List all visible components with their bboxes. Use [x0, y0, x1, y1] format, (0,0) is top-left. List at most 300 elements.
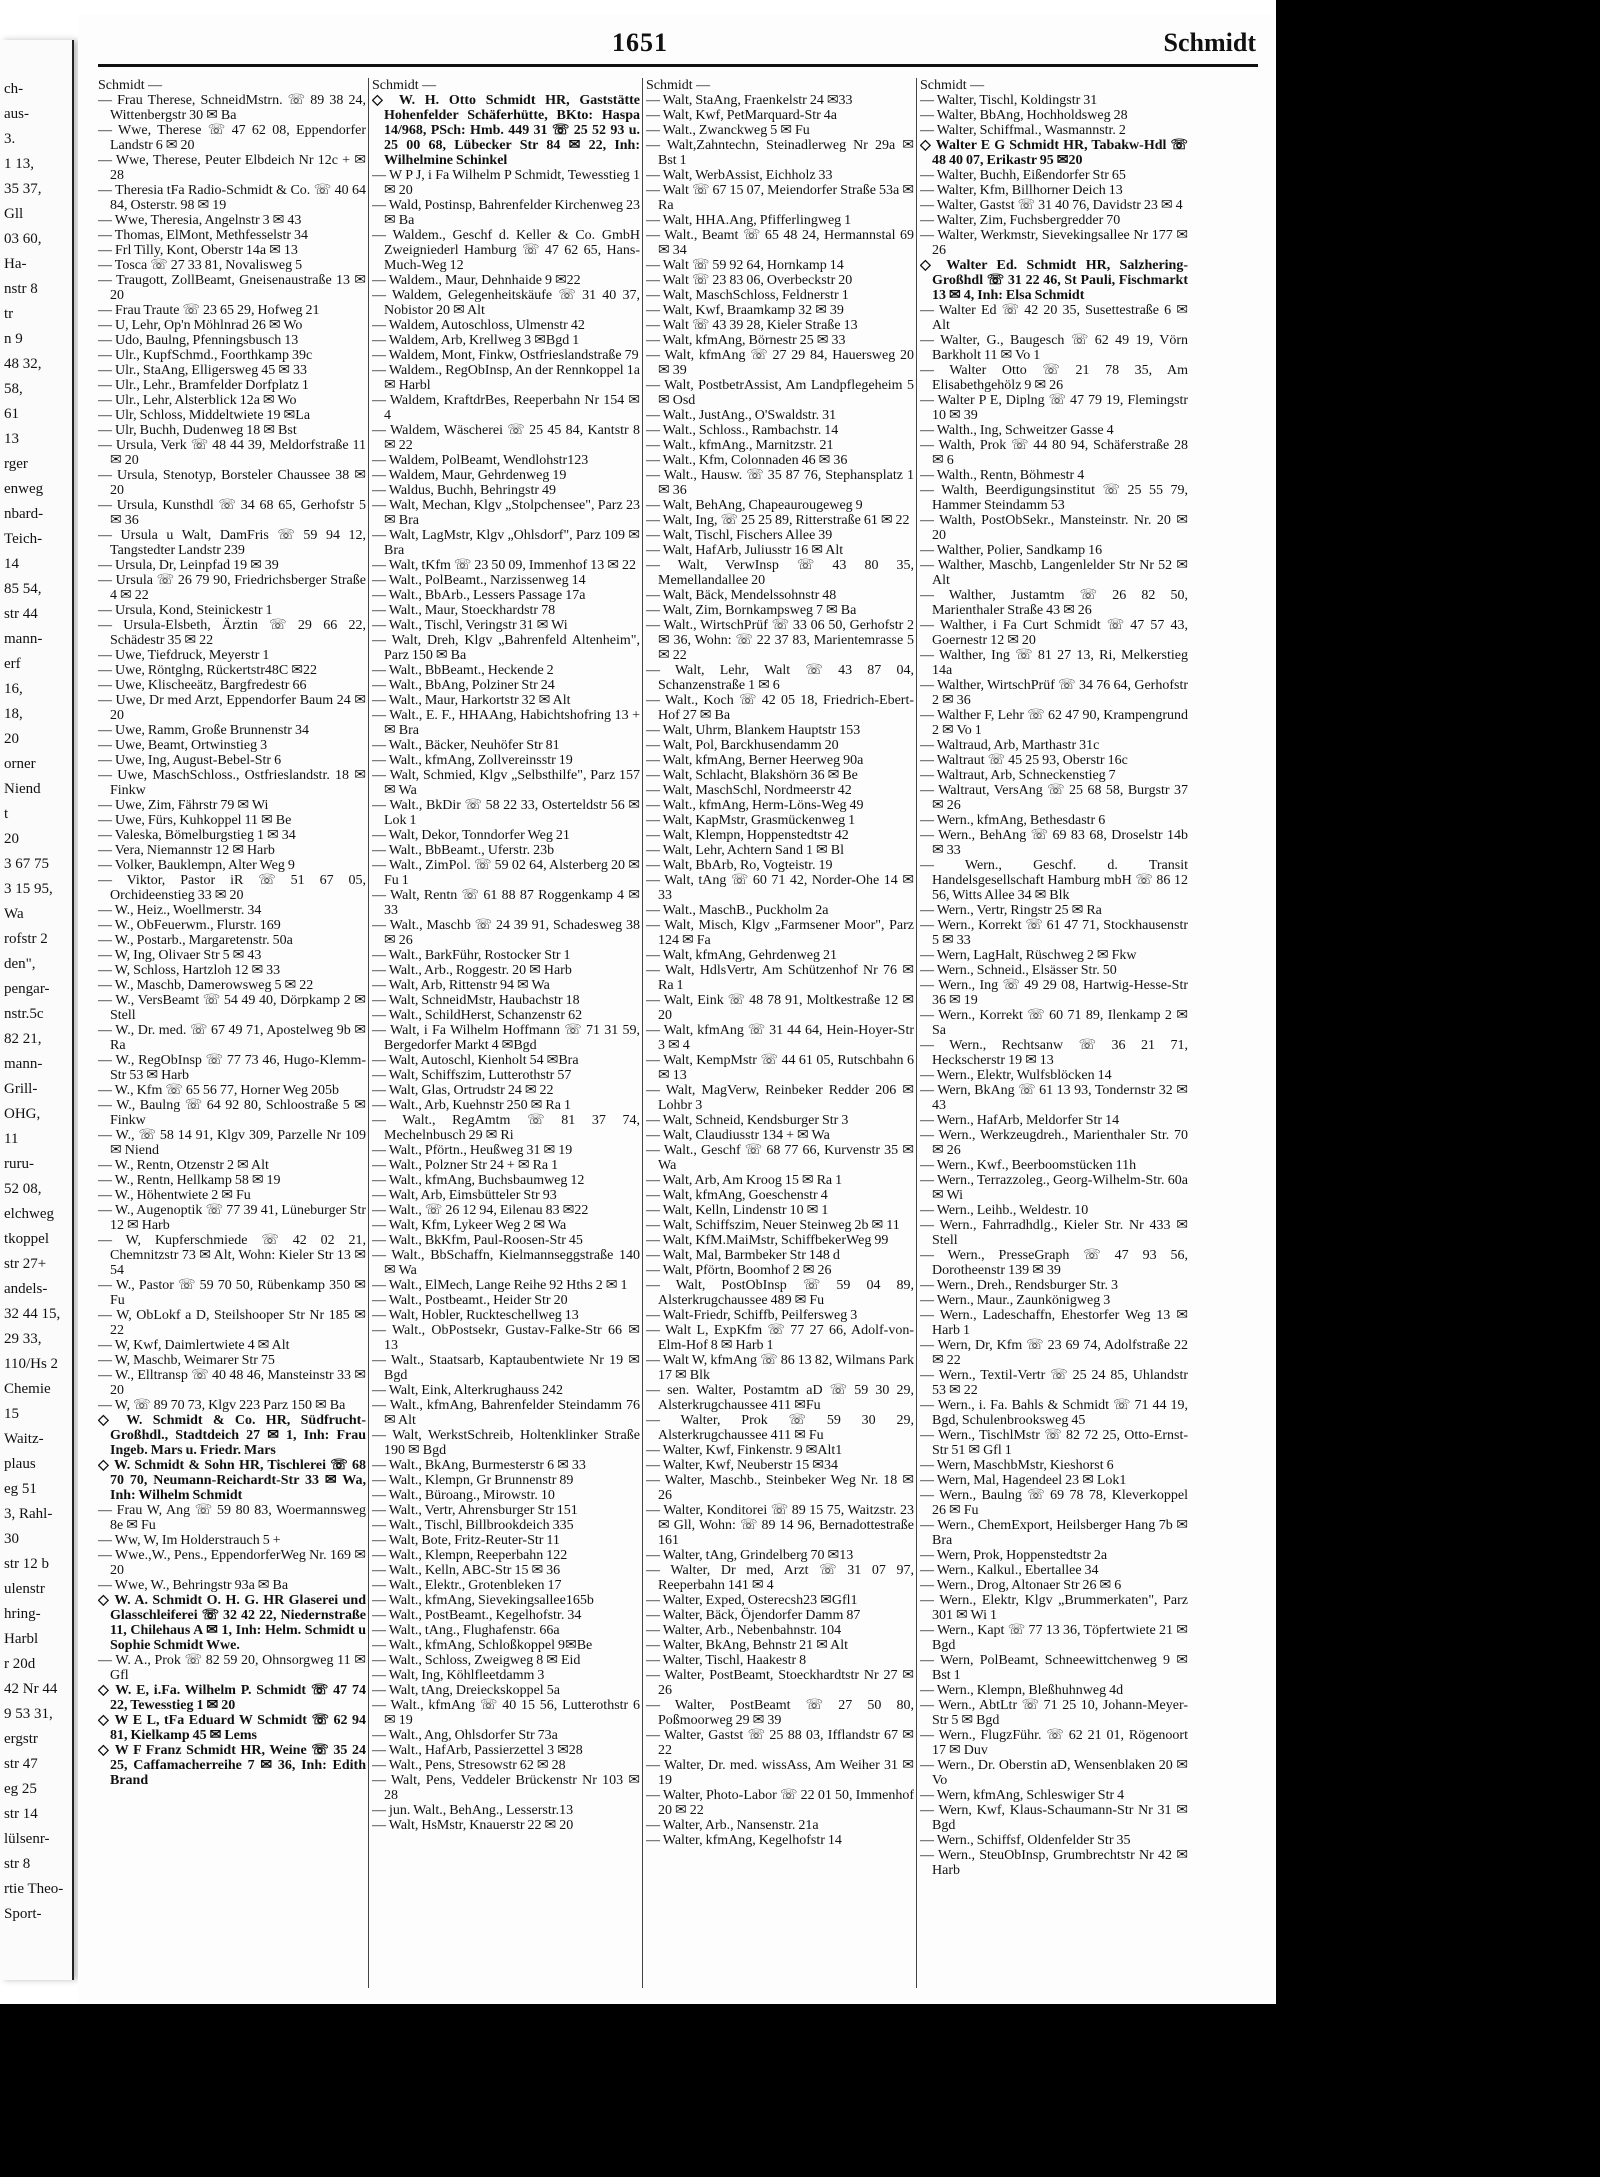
directory-entry: — Walt, Misch, Klgv „Farmsener Moor", Parz 124 ✉ Fa — [646, 918, 914, 948]
directory-entry: — Walth., Ing, Schweitzer Gasse 4 — [920, 423, 1114, 438]
directory-entry: — Walther, Ing ☏ 81 27 13, Ri, Melkerstieg 14a — [920, 648, 1188, 678]
margin-fragment: Wa — [4, 906, 24, 922]
directory-entry: — Walt., Geschf ☏ 68 77 66, Kurvenstr 35 ✉ Wa — [646, 1143, 914, 1173]
margin-fragment: str 8 — [4, 1856, 31, 1872]
directory-entry: — Walt., Kfm, Colonnaden 46 ✉ 36 — [646, 453, 848, 468]
page-header — [78, 24, 1274, 64]
directory-entry: — Wern., Ladeschaffn, Ehestorfer Weg 13 ✉ Harb 1 — [920, 1308, 1188, 1338]
margin-fragment: Harbl — [4, 1631, 39, 1647]
margin-fragment: 15 — [4, 1406, 19, 1422]
directory-entry: — Walter, Kwf, Neuberstr 15 ✉34 — [646, 1458, 838, 1473]
directory-entry: — Ulr., Lehr, Alsterblick 12a ✉ Wo — [98, 393, 297, 408]
directory-entry: — Walt., Maur, Harkortstr 32 ✉ Alt — [372, 693, 571, 708]
margin-fragment: pengar- — [4, 981, 50, 997]
directory-entry: — Waldem, KraftdrBes, Reeperbahn Nr 154 ✉ 4 — [372, 393, 640, 423]
directory-entry: — Walt, Eink, Alterkrughauss 242 — [372, 1383, 564, 1398]
directory-entry: — W., Höhentwiete 2 ✉ Fu — [98, 1188, 251, 1203]
directory-entry: — Wern., HafArb, Meldorfer Str 14 — [920, 1113, 1120, 1128]
directory-entry: — Wern, LagHalt, Rüschweg 2 ✉ Fkw — [920, 948, 1137, 963]
directory-entry: — Walt., kfmAng, Schloßkoppel 9✉Be — [372, 1638, 593, 1653]
directory-entry: — Walter, Konditorei ☏ 89 15 75, Waitzstr. 23 ✉ Gll, Wohn: ☏ 89 14 96, Bernadottestraße 161 — [646, 1503, 914, 1548]
margin-fragment: 48 32, — [4, 356, 42, 372]
directory-entry: ◇ W. A. Schmidt O. H. G. HR Glaserei und Glasschleiferei ☏ 32 42 22, Niedernstraße 11, Chilehaus A ✉ 1, Inh: Helm. Schmidt u Sophie Schmidt Wwe. — [98, 1593, 366, 1653]
directory-entry: — Walt., ☏ 26 12 94, Eilenau 83 ✉22 — [372, 1203, 589, 1218]
directory-entry: — W. A., Prok ☏ 82 59 20, Ohnsorgweg 11 ✉ Gfl — [98, 1653, 366, 1683]
directory-entry: — Walt, Schlacht, Blakshörn 36 ✉ Be — [646, 768, 858, 783]
directory-entry: — Walt, KapMstr, Grasmückenweg 1 — [646, 813, 856, 828]
column-divider — [642, 78, 643, 1988]
margin-fragment: Grill- — [4, 1081, 38, 1097]
directory-entry: — Walter, kfmAng, Kegelhofstr 14 — [646, 1833, 842, 1848]
directory-entry: — Wern., Werkzeugdreh., Marienthaler Str. 70 ✉ 26 — [920, 1128, 1188, 1158]
directory-entry: — Frau Traute ☏ 23 65 29, Hofweg 21 — [98, 303, 320, 318]
directory-entry: — Walt, Ing, ☏ 25 25 89, Ritterstraße 61 ✉ 22 — [646, 513, 910, 528]
directory-entry: — Walt, kfmAng, Berner Heerweg 90a — [646, 753, 864, 768]
margin-fragment: nstr 8 — [4, 281, 38, 297]
directory-entry: — Walt., Kelln, ABC-Str 15 ✉ 36 — [372, 1563, 561, 1578]
directory-entry: — Wern., FlugzFühr. ☏ 62 21 01, Rögenoort 17 ✉ Duv — [920, 1728, 1188, 1758]
directory-entry: — W, Kupferschmiede ☏ 42 02 21, Chemnitzstr 73 ✉ Alt, Wohn: Kieler Str 13 ✉ 54 — [98, 1233, 366, 1278]
margin-fragment: 3. — [4, 131, 16, 147]
margin-fragment: 32 44 15, — [4, 1306, 61, 1322]
directory-entry: — Walt ☏ 67 15 07, Meiendorfer Straße 53a ✉ Ra — [646, 183, 914, 213]
directory-entry: — Uwe, Fürs, Kuhkoppel 11 ✉ Be — [98, 813, 292, 828]
directory-entry: — Wwe, Theresia, Angelnstr 3 ✉ 43 — [98, 213, 302, 228]
margin-fragment: str 14 — [4, 1806, 38, 1822]
directory-entry: — Walth, Beerdigungsinstitut ☏ 25 55 79, Hammer Steindamm 53 — [920, 483, 1188, 513]
directory-entry: — Ulr., KupfSchmd., Foorthkamp 39c — [98, 348, 313, 363]
margin-fragment: nstr.5c — [4, 1006, 44, 1022]
directory-entry: — Walt, Schneid, Kendsburger Str 3 — [646, 1113, 849, 1128]
directory-entry: — Walt., kfmAng, Sievekingsallee165b — [372, 1593, 594, 1608]
column-divider — [368, 78, 369, 1988]
directory-entry: — Walt., Elektr., Grotenbleken 17 — [372, 1578, 562, 1593]
directory-entry: — Walt, Mechan, Klgv „Stolpchensee", Parz 23 ✉ Bra — [372, 498, 640, 528]
directory-entry: — Walt., Schloss., Rambachstr. 14 — [646, 423, 839, 438]
margin-fragment: 20 — [4, 831, 19, 847]
directory-entry: — Walt, HsMstr, Knauerstr 22 ✉ 20 — [372, 1818, 574, 1833]
page-number: 1651 — [612, 28, 668, 57]
directory-entry: — Walt, Klempn, Hoppenstedtstr 42 — [646, 828, 849, 843]
directory-entry: — Waldem, Gelegenheitskäufe ☏ 31 40 37, Nobistor 20 ✉ Alt — [372, 288, 640, 318]
directory-entry: — Walt., Klempn, Gr Brunnenstr 89 — [372, 1473, 574, 1488]
directory-entry: ◇ W F Franz Schmidt HR, Weine ☏ 35 24 25, Caffamacherreihe 7 ✉ 36, Inh: Edith Brand — [98, 1743, 366, 1788]
margin-fragment: eg 51 — [4, 1481, 37, 1497]
directory-entry: — Walter, Photo-Labor ☏ 22 01 50, Immenhof 20 ✉ 22 — [646, 1788, 914, 1818]
directory-entry: — Walt., Maschb ☏ 24 39 91, Schadesweg 38 ✉ 26 — [372, 918, 640, 948]
directory-entry: — Walt., Staatsarb, Kaptaubentwiete Nr 19 ✉ Bgd — [372, 1353, 640, 1383]
directory-entry: — Wern., Elektr, Klgv „Brummerkaten", Parz 301 ✉ Wi 1 — [920, 1593, 1188, 1623]
directory-entry: — Tosca ☏ 27 33 81, Novalisweg 5 — [98, 258, 303, 273]
directory-entry: — Walt L, ExpKfm ☏ 77 27 66, Adolf-von-Elm-Hof 8 ✉ Harb 1 — [646, 1323, 914, 1353]
entry-list — [372, 93, 640, 1833]
directory-entry: — sen. Walter, Postamtm aD ☏ 59 30 29, Alsterkrugchaussee 411 ✉Fu — [646, 1383, 914, 1413]
directory-entry: — Walt., Vertr, Ahrensburger Str 151 — [372, 1503, 578, 1518]
margin-fragment: 14 — [4, 556, 19, 572]
directory-entry: — Walt., BkDir ☏ 58 22 33, Osterteldstr 56 ✉ Lok 1 — [372, 798, 640, 828]
column-heading: Schmidt — — [646, 78, 711, 93]
directory-entry: — Ursula, Dr, Leinpfad 19 ✉ 39 — [98, 558, 279, 573]
directory-entry: — W., RegObInsp ☏ 77 73 46, Hugo-Klemm-Str 53 ✉ Harb — [98, 1053, 366, 1083]
directory-entry: — Walt., E. F., HHAAng, Habichtshofring 13 + ✉ Bra — [372, 708, 640, 738]
directory-entry: — Walther, Polier, Sandkamp 16 — [920, 543, 1103, 558]
directory-entry: — Walter, Kwf, Finkenstr. 9 ✉Alt1 — [646, 1443, 843, 1458]
directory-entry: — Walt, Mal, Barmbeker Str 148 d — [646, 1248, 840, 1263]
directory-entry: — Walth., Rentn, Böhmestr 4 — [920, 468, 1085, 483]
directory-entry: — Walt, WerbAssist, Eichholz 33 — [646, 168, 833, 183]
margin-fragment: ulenstr — [4, 1581, 45, 1597]
directory-entry: — Walt, Autoschl, Kienholt 54 ✉Bra — [372, 1053, 579, 1068]
directory-entry: — Ursula, Verk ☏ 48 44 39, Meldorfstraße 11 ✉ 20 — [98, 438, 366, 468]
directory-entry: — Wern., kfmAng, Bethesdastr 6 — [920, 813, 1106, 828]
margin-fragment: tr — [4, 306, 14, 322]
directory-entry: — Walt, kfmAng ☏ 31 44 64, Hein-Hoyer-Str 3 ✉ 4 — [646, 1023, 914, 1053]
directory-entry: — Walt., Pens, Stresowstr 62 ✉ 28 — [372, 1758, 566, 1773]
directory-entry: ◇ W. Schmidt & Sohn HR, Tischlerei ☏ 68 70 70, Neumann-Reichardt-Str 33 ✉ Wa, Inh: Wilhelm Schmidt — [98, 1458, 366, 1503]
margin-fragment: rofstr 2 — [4, 931, 48, 947]
directory-entry: — Walth, PostObSekr., Mansteinstr. Nr. 20 ✉ 20 — [920, 513, 1188, 543]
directory-entry: — Walt, Kelln, Lindenstr 10 ✉ 1 — [646, 1203, 829, 1218]
directory-entry: — Walt., kfmAng, Buchsbaumweg 12 — [372, 1173, 585, 1188]
directory-entry: — Walt, Zim, Bornkampsweg 7 ✉ Ba — [646, 603, 857, 618]
directory-entry: — Ww, W, Im Holderstrauch 5 + — [98, 1533, 281, 1548]
margin-fragment: 1 13, — [4, 156, 34, 172]
directory-entry: — W, Schloss, Hartzloh 12 ✉ 33 — [98, 963, 281, 978]
directory-entry: — Walt, Kwf, Braamkamp 32 ✉ 39 — [646, 303, 844, 318]
directory-entry: — Walter, Maschb., Steinbeker Weg Nr. 18 ✉ 26 — [646, 1473, 914, 1503]
directory-entry: — Wern., TischlMstr ☏ 82 72 25, Otto-Ernst-Str 51 ✉ Gfl 1 — [920, 1428, 1188, 1458]
directory-entry: — Traugott, ZollBeamt, Gneisenaustraße 13 ✉ 20 — [98, 273, 366, 303]
directory-entry: — Walt., Bäcker, Neuhöfer Str 81 — [372, 738, 560, 753]
directory-entry: — Walter, BkAng, Behnstr 21 ✉ Alt — [646, 1638, 848, 1653]
directory-entry: — Walter, Buchh, Eißendorfer Str 65 — [920, 168, 1126, 183]
margin-fragment: str 47 — [4, 1756, 38, 1772]
directory-entry: — Walt, Pförtn, Boomhof 2 ✉ 26 — [646, 1263, 832, 1278]
directory-entry: — Wern, Mal, Hagendeel 23 ✉ Lok1 — [920, 1473, 1127, 1488]
directory-entry: — Walter, Arb., Nansenstr. 21a — [646, 1818, 819, 1833]
directory-entry: — Walt, PostbetrAssist, Am Landpflegeheim 5 ✉ Osd — [646, 378, 914, 408]
directory-entry: — Walt, Glas, Ortrudstr 24 ✉ 22 — [372, 1083, 554, 1098]
directory-entry: — Wern., Leihb., Weldestr. 10 — [920, 1203, 1089, 1218]
directory-entry: — Walt., kfmAng, Herm-Löns-Weg 49 — [646, 798, 864, 813]
directory-entry: — W., Rentn, Otzenstr 2 ✉ Alt — [98, 1158, 269, 1173]
directory-entry: — Walt, Ing, Köhlfleetdamm 3 — [372, 1668, 545, 1683]
directory-entry: — Uwe, Ing, August-Bebel-Str 6 — [98, 753, 282, 768]
directory-entry: — Uwe, Zim, Fährstr 79 ✉ Wi — [98, 798, 269, 813]
header-rule — [98, 64, 1258, 67]
margin-fragment: lülsenr- — [4, 1831, 50, 1847]
directory-entry: — W., Maschb, Damerowsweg 5 ✉ 22 — [98, 978, 314, 993]
directory-entry: — Walt, PostObInsp ☏ 59 04 89, Alsterkrugchaussee 489 ✉ Fu — [646, 1278, 914, 1308]
directory-entry: ◇ Walter Ed. Schmidt HR, Salzhering-Großhdl ☏ 31 22 46, St Pauli, Fischmarkt 13 ✉ 4, Inh: Elsa Schmidt — [920, 258, 1188, 303]
directory-entry: — Walt., kfmAng, Bahrenfelder Steindamm 76 ✉ Alt — [372, 1398, 640, 1428]
directory-entry: — Walter, BbAng, Hochholdsweg 28 — [920, 108, 1128, 123]
directory-entry: — W., Heiz., Woellmerstr. 34 — [98, 903, 262, 918]
column-3 — [646, 78, 914, 1998]
directory-entry: — Walt., ObPostsekr, Gustav-Falke-Str 66 ✉ 13 — [372, 1323, 640, 1353]
margin-fragment: 61 — [4, 406, 19, 422]
directory-entry: — Walter P E, Diplng ☏ 47 79 19, Flemingstr 10 ✉ 39 — [920, 393, 1188, 423]
margin-fragment: 110/Hs 2 — [4, 1356, 59, 1372]
margin-fragment: 52 08, — [4, 1181, 42, 1197]
directory-entry: — Walther F, Lehr ☏ 62 47 90, Krampengrund 2 ✉ Vo 1 — [920, 708, 1188, 738]
directory-entry: — Volker, Bauklempn, Alter Weg 9 — [98, 858, 295, 873]
directory-entry: — W, Ing, Olivaer Str 5 ✉ 43 — [98, 948, 262, 963]
directory-entry: — Walt, kfmAng, Börnestr 25 ✉ 33 — [646, 333, 846, 348]
margin-fragment: 18, — [4, 706, 23, 722]
directory-entry: — Wern., Klempn, Bleßhuhnweg 4d — [920, 1683, 1124, 1698]
margin-fragment: ruru- — [4, 1156, 34, 1172]
margin-fragment: 85 54, — [4, 581, 42, 597]
directory-entry: — Walther, i Fa Curt Schmidt ☏ 47 57 43, Goernestr 12 ✉ 20 — [920, 618, 1188, 648]
directory-entry: — Walt., BbBeamt., Uferstr. 23b — [372, 843, 555, 858]
directory-entry: — Walter, G., Baugesch ☏ 62 49 19, Vörn Barkholt 11 ✉ Vo 1 — [920, 333, 1188, 363]
directory-entry: — Walt, tAng, Dreieckskoppel 5a — [372, 1683, 560, 1698]
directory-entry: — Wern., Terrazzoleg., Georg-Wilhelm-Str. 60a ✉ Wi — [920, 1173, 1188, 1203]
margin-fragment: 20 — [4, 731, 19, 747]
directory-entry: — Walt, Schiffszim, Neuer Steinweg 2b ✉ 11 — [646, 1218, 900, 1233]
directory-entry: — Walt, Kfm, Lykeer Weg 2 ✉ Wa — [372, 1218, 567, 1233]
directory-entry: — Waldem., Geschf d. Keller & Co. GmbH Zweigniederl Hamburg ☏ 47 62 65, Hans-Much-Weg 12 — [372, 228, 640, 273]
directory-entry: — Walt, Arb, Rittenstr 94 ✉ Wa — [372, 978, 550, 993]
directory-entry: — Walt, Dreh, Klgv „Bahrenfeld Altenheim", Parz 150 ✉ Ba — [372, 633, 640, 663]
directory-entry: — W., ObFeuerwm., Flurstr. 169 — [98, 918, 281, 933]
directory-entry: — Walt., ZimPol. ☏ 59 02 64, Alsterberg 20 ✉ Fu 1 — [372, 858, 640, 888]
directory-entry: — Ulr, Buchh, Dudenweg 18 ✉ Bst — [98, 423, 297, 438]
directory-entry: — Walt, BbArb, Ro, Vogteistr. 19 — [646, 858, 833, 873]
directory-entry: — Waldem, Autoschloss, Ulmenstr 42 — [372, 318, 585, 333]
directory-entry: — W., VersBeamt ☏ 54 49 40, Dörpkamp 2 ✉ Stell — [98, 993, 366, 1023]
directory-entry: — U, Lehr, Op'n Möhlnrad 26 ✉ Wo — [98, 318, 303, 333]
directory-entry: — Walter, Prok ☏ 59 30 29, Alsterkrugchaussee 411 ✉ Fu — [646, 1413, 914, 1443]
margin-fragment: Niend — [4, 781, 41, 797]
margin-fragment: 3 15 95, — [4, 881, 53, 897]
directory-entry: — Walt, Pens, Veddeler Brückenstr Nr 103 ✉ 28 — [372, 1773, 640, 1803]
directory-entry: — Wern., SteuObInsp, Grumbrechtstr Nr 42 ✉ Harb — [920, 1848, 1188, 1878]
column-heading: Schmidt — — [372, 78, 437, 93]
margin-fragment: 35 37, — [4, 181, 42, 197]
directory-entry: — Wern., Kapt ☏ 77 13 36, Töpfertwiete 21 ✉ Bgd — [920, 1623, 1188, 1653]
directory-entry: — Wern., Elektr, Wulfsblöcken 14 — [920, 1068, 1112, 1083]
directory-entry: — Wern., Geschf. d. Transit Handelsgesellschaft Hamburg mbH ☏ 86 12 56, Witts Allee 34 ✉ Blk — [920, 858, 1188, 903]
directory-entry: — Walt., BkKfm, Paul-Roosen-Str 45 — [372, 1233, 583, 1248]
directory-entry: — Walt, KempMstr ☏ 44 61 05, Rutschbahn 6 ✉ 13 — [646, 1053, 914, 1083]
margin-fragment: tkoppel — [4, 1231, 49, 1247]
directory-entry: — Walt, KfM.MaiMstr, SchiffbekerWeg 99 — [646, 1233, 889, 1248]
directory-entry: — Walt., Maur, Stoeckhardstr 78 — [372, 603, 556, 618]
directory-entry: — Wern., Kalkul., Ebertallee 34 — [920, 1563, 1099, 1578]
directory-entry: — Waldem., RegObInsp, An der Rennkoppel 1a ✉ Harbl — [372, 363, 640, 393]
directory-entry: — Walt, MagVerw, Reinbeker Redder 206 ✉ Lohbr 3 — [646, 1083, 914, 1113]
directory-entry: — Uwe, Dr med Arzt, Eppendorfer Baum 24 ✉ 20 — [98, 693, 366, 723]
directory-entry: — Walt-Friedr, Schiffb, Peilfersweg 3 — [646, 1308, 858, 1323]
scan-background-bottom — [0, 2004, 1276, 2177]
directory-entry: — Walter, Exped, Osterecsh23 ✉Gfl1 — [646, 1593, 858, 1608]
directory-entry: — Wern, BkAng ☏ 61 13 93, Tondernstr 32 ✉ 43 — [920, 1083, 1188, 1113]
directory-entry: — Walter, PostBeamt ☏ 27 50 80, Poßmoorweg 29 ✉ 39 — [646, 1698, 914, 1728]
directory-entry: — Wern, kfmAng, Schleswiger Str 4 — [920, 1788, 1125, 1803]
directory-entry: — Wern, Dr, Kfm ☏ 23 69 74, Adolfstraße 22 ✉ 22 — [920, 1338, 1188, 1368]
directory-entry: — Udo, Baulng, Pfenningsbusch 13 — [98, 333, 299, 348]
directory-entry: — Walt ☏ 23 83 06, Overbeckstr 20 — [646, 273, 853, 288]
directory-entry: — Walter, tAng, Grindelberg 70 ✉13 — [646, 1548, 854, 1563]
margin-fragment: elchweg — [4, 1206, 54, 1222]
directory-entry: — Walt, HdlsVertr, Am Schützenhof Nr 76 ✉ Ra 1 — [646, 963, 914, 993]
directory-entry: — Walther, WirtschPrüf ☏ 34 76 64, Gerhofstr 2 ✉ 36 — [920, 678, 1188, 708]
directory-entry: — Walt., Schloss, Zweigweg 8 ✉ Eid — [372, 1653, 581, 1668]
directory-entry: — Walt., Koch ☏ 42 05 18, Friedrich-Ebert-Hof 27 ✉ Ba — [646, 693, 914, 723]
margin-fragment: enweg — [4, 481, 44, 497]
column-heading: Schmidt — — [920, 78, 985, 93]
margin-fragment: 03 60, — [4, 231, 42, 247]
margin-fragment: 42 Nr 44 — [4, 1681, 58, 1697]
directory-entry: — Walt., Pförtn., Heußweg 31 ✉ 19 — [372, 1143, 573, 1158]
margin-fragment: orner — [4, 756, 36, 772]
directory-entry: — Walt., BbBeamt., Heckende 2 — [372, 663, 554, 678]
directory-entry: — Frl Tilly, Kont, Oberstr 14a ✉ 13 — [98, 243, 298, 258]
directory-entry: — Walter, Dr. med. wissAss, Am Weiher 31 ✉ 19 — [646, 1758, 914, 1788]
directory-entry: — Waldem, Maur, Gehrdenweg 19 — [372, 468, 567, 483]
directory-entry: — Walt., Tischl, Veringstr 31 ✉ Wi — [372, 618, 568, 633]
directory-entry: — Walter, Gastst ☏ 31 40 76, Davidstr 23 ✉ 4 — [920, 198, 1183, 213]
directory-entry: — Walther, Maschb, Langenlelder Str Nr 52 ✉ Alt — [920, 558, 1188, 588]
margin-fragment: t — [4, 806, 9, 822]
directory-entry: — Waldem, PolBeamt, Wendlohstr123 — [372, 453, 589, 468]
directory-entry: — Waltraut, VersAng ☏ 25 68 58, Burgstr 37 ✉ 26 — [920, 783, 1188, 813]
directory-entry: — Uwe, Tiefdruck, Meyerstr 1 — [98, 648, 270, 663]
directory-entry: — Waldem, Mont, Finkw, Ostfrieslandstraße 79 — [372, 348, 639, 363]
directory-entry: — Walt, Arb, Am Kroog 15 ✉ Ra 1 — [646, 1173, 843, 1188]
directory-entry: — Walt., BbArb., Lessers Passage 17a — [372, 588, 586, 603]
directory-entry: — Waltraud, Arb, Marthastr 31c — [920, 738, 1100, 753]
directory-entry: — Wald, Postinsp, Bahrenfelder Kirchenweg 23 ✉ Ba — [372, 198, 640, 228]
directory-entry: — Walter, Schiffmal., Wasmannstr. 2 — [920, 123, 1126, 138]
adjacent-page-margin — [0, 40, 74, 1980]
directory-entry: — Ursula-Elsbeth, Ärztin ☏ 29 66 22, Schädestr 35 ✉ 22 — [98, 618, 366, 648]
directory-entry: — Walt ☏ 43 39 28, Kieler Straße 13 — [646, 318, 858, 333]
margin-fragment: 16, — [4, 681, 23, 697]
directory-entry: — Waldem., Maur, Dehnhaide 9 ✉22 — [372, 273, 581, 288]
margin-fragment: 3, Rahl- — [4, 1506, 53, 1522]
margin-fragment: 11 — [4, 1131, 19, 1147]
margin-fragment: r 20d — [4, 1656, 36, 1672]
directory-entry: — Wern., ChemExport, Heilsberger Hang 7b ✉ Bra — [920, 1518, 1188, 1548]
directory-entry: — Walt., Arb, Kuehnstr 250 ✉ Ra 1 — [372, 1098, 571, 1113]
directory-entry: — jun. Walt., BehAng., Lesserstr.13 — [372, 1803, 574, 1818]
directory-entry: — Ursula, Stenotyp, Borsteler Chaussee 38 ✉ 20 — [98, 468, 366, 498]
directory-entry: — W., ☏ 58 14 91, Klgv 309, Parzelle Nr 109 ✉ Niend — [98, 1128, 366, 1158]
margin-fragment: aus- — [4, 106, 29, 122]
directory-entry: — Walt., kfmAng ☏ 40 15 56, Lutterothstr 6 ✉ 19 — [372, 1698, 640, 1728]
directory-entry: — Walt, BehAng, Chapeaurougeweg 9 — [646, 498, 863, 513]
margin-fragment: str 44 — [4, 606, 38, 622]
directory-entry: — W, Kwf, Daimlertwiete 4 ✉ Alt — [98, 1338, 290, 1353]
directory-entry: — Wern., Baulng ☏ 69 78 78, Kleverkoppel 26 ✉ Fu — [920, 1488, 1188, 1518]
margin-fragment: andels- — [4, 1281, 48, 1297]
directory-entry: — Walt., Polzner Str 24 + ✉ Ra 1 — [372, 1158, 559, 1173]
column-4 — [920, 78, 1188, 1998]
margin-fragment: ch- — [4, 81, 24, 97]
directory-entry: — Walter, Kfm, Billhorner Deich 13 — [920, 183, 1123, 198]
directory-entry: ◇ W. H. Otto Schmidt HR, Gaststätte Hohenfelder Schäferhütte, BKto: Haspa 14/968, PSch: Hmb. 449 31 ☏ 25 52 93 u. 25 00 68, Lübecker Str 84 ✉ 22, Inh: Wilhelmine Schinkel — [372, 93, 640, 168]
entry-list — [646, 93, 914, 1848]
directory-entry: — Walt, Eink ☏ 48 78 91, Moltkestraße 12 ✉ 20 — [646, 993, 914, 1023]
directory-entry: — Waldem, Arb, Krellweg 3 ✉Bgd 1 — [372, 333, 580, 348]
directory-entry: — Ursula ☏ 26 79 90, Friedrichsberger Straße 4 ✉ 22 — [98, 573, 366, 603]
directory-entry: — Walt., Beamt ☏ 65 48 24, Hermannstal 69 ✉ 34 — [646, 228, 914, 258]
directory-entry: — Walter, Werkmstr, Sievekingsallee Nr 177 ✉ 26 — [920, 228, 1188, 258]
directory-entry: — Viktor, Pastor iR ☏ 51 67 05, Orchideenstieg 33 ✉ 20 — [98, 873, 366, 903]
column-divider — [916, 78, 917, 1988]
directory-entry: — Walt, Pol, Barckhusendamm 20 — [646, 738, 839, 753]
directory-entry: — Walt., Tischl, Billbrookdeich 335 — [372, 1518, 574, 1533]
directory-entry: — Walt, StaAng, Fraenkelstr 24 ✉33 — [646, 93, 853, 108]
directory-entry: — Wwe, Therese, Peuter Elbdeich Nr 12c + ✉ 28 — [98, 153, 366, 183]
directory-entry: — Uwe, Beamt, Ortwinstieg 3 — [98, 738, 268, 753]
directory-entry: — Wern., BehAng ☏ 69 83 68, Droselstr 14b ✉ 33 — [920, 828, 1188, 858]
directory-entry: — Walter, Tischl, Haakestr 8 — [646, 1653, 807, 1668]
column-1 — [98, 78, 366, 1998]
directory-entry: — Wern., Korrekt ☏ 60 71 89, Ilenkamp 2 ✉ Sa — [920, 1008, 1188, 1038]
directory-entry: — Walter, Zim, Fuchsbergredder 70 — [920, 213, 1121, 228]
directory-entry: — Frau W, Ang ☏ 59 80 83, Woermannsweg 8e ✉ Fu — [98, 1503, 366, 1533]
directory-entry: — Walt, i Fa Wilhelm Hoffmann ☏ 71 31 59, Bergedorfer Markt 4 ✉Bgd — [372, 1023, 640, 1053]
directory-entry: — Walt, HafArb, Juliusstr 16 ✉ Alt — [646, 543, 844, 558]
directory-entry: — Walt, Tischl, Fischers Allee 39 — [646, 528, 833, 543]
directory-entry: — Wern., Schiffsf, Oldenfelder Str 35 — [920, 1833, 1131, 1848]
directory-entry: — W., Dr. med. ☏ 67 49 71, Apostelweg 9b ✉ Ra — [98, 1023, 366, 1053]
margin-fragment: 13 — [4, 431, 19, 447]
directory-entry: — Wern., Dr. Oberstin aD, Wensenblaken 20 ✉ Vo — [920, 1758, 1188, 1788]
directory-entry: — Walt., Ang, Ohlsdorfer Str 73a — [372, 1728, 558, 1743]
directory-entry: — Walt,Zahntechn, Steinadlerweg Nr 29a ✉ Bst 1 — [646, 138, 914, 168]
running-head: Schmidt — [1163, 28, 1256, 57]
directory-entry: — Walt, WerkstSchreib, Holtenklinker Straße 190 ✉ Bgd — [372, 1428, 640, 1458]
directory-entry: — Walt, Rentn ☏ 61 88 87 Roggenkamp 4 ✉ 33 — [372, 888, 640, 918]
directory-entry: — Walt, Arb, Eimsbütteler Str 93 — [372, 1188, 557, 1203]
directory-entry: — Walt, kfmAng ☏ 27 29 84, Hauersweg 20 ✉ 39 — [646, 348, 914, 378]
margin-fragment: mann- — [4, 631, 43, 647]
directory-entry: — Walt, tKfm ☏ 23 50 09, Immenhof 13 ✉ 22 — [372, 558, 636, 573]
directory-entry: — Wern., Schneid., Elsässer Str. 50 — [920, 963, 1117, 978]
directory-entry: — Walt, kfmAng, Goeschenstr 4 — [646, 1188, 828, 1203]
margin-fragment: OHG, — [4, 1106, 41, 1122]
margin-fragment: rtie Theo- — [4, 1881, 64, 1897]
directory-entry: — Uwe, Klischeeätz, Bargfredestr 66 — [98, 678, 307, 693]
directory-entry: — Walt., BkAng, Burmesterstr 6 ✉ 33 — [372, 1458, 586, 1473]
directory-entry: — Wwe, W., Behringstr 93a ✉ Ba — [98, 1578, 289, 1593]
directory-entry: — Walt, Hobler, Ruckteschellweg 13 — [372, 1308, 579, 1323]
directory-entry: — Wern, PolBeamt, Schneewittchenweg 9 ✉ Bst 1 — [920, 1653, 1188, 1683]
directory-entry: — Walt., BarkFühr, Rostocker Str 1 — [372, 948, 571, 963]
margin-fragment: Chemie — [4, 1381, 51, 1397]
directory-entry: — Walt, Bote, Fritz-Reuter-Str 11 — [372, 1533, 560, 1548]
margin-fragment: den", — [4, 956, 36, 972]
directory-entry: — Walt, Lehr, Achtern Sand 1 ✉ Bl — [646, 843, 844, 858]
directory-entry: — Walt., Klempn, Reeperbahn 122 — [372, 1548, 568, 1563]
directory-entry: — Wern., Kwf., Beerboomstücken 11h — [920, 1158, 1137, 1173]
directory-entry: — Wern., Fahrradhdlg., Kieler Str. Nr 433 ✉ Stell — [920, 1218, 1188, 1248]
directory-entry: — Waltraut ☏ 45 25 93, Oberstr 16c — [920, 753, 1128, 768]
directory-entry: — Walt., kfmAng, Zollvereinsstr 19 — [372, 753, 573, 768]
directory-entry: — Walt, Bäck, Mendelssohnstr 48 — [646, 588, 837, 603]
directory-entry: — Ursula, Kond, Steinickestr 1 — [98, 603, 273, 618]
directory-entry: — Uwe, Röntglng, Rückertstr48C ✉22 — [98, 663, 317, 678]
directory-entry: — Walter, PostBeamt, Stoeckhardtstr Nr 27 ✉ 26 — [646, 1668, 914, 1698]
directory-entry: — Walt, Kwf, PetMarquard-Str 4a — [646, 108, 838, 123]
margin-fragment: hring- — [4, 1606, 41, 1622]
directory-entry: — Wwe, Therese ☏ 47 62 08, Eppendorfer Landstr 6 ✉ 20 — [98, 123, 366, 153]
